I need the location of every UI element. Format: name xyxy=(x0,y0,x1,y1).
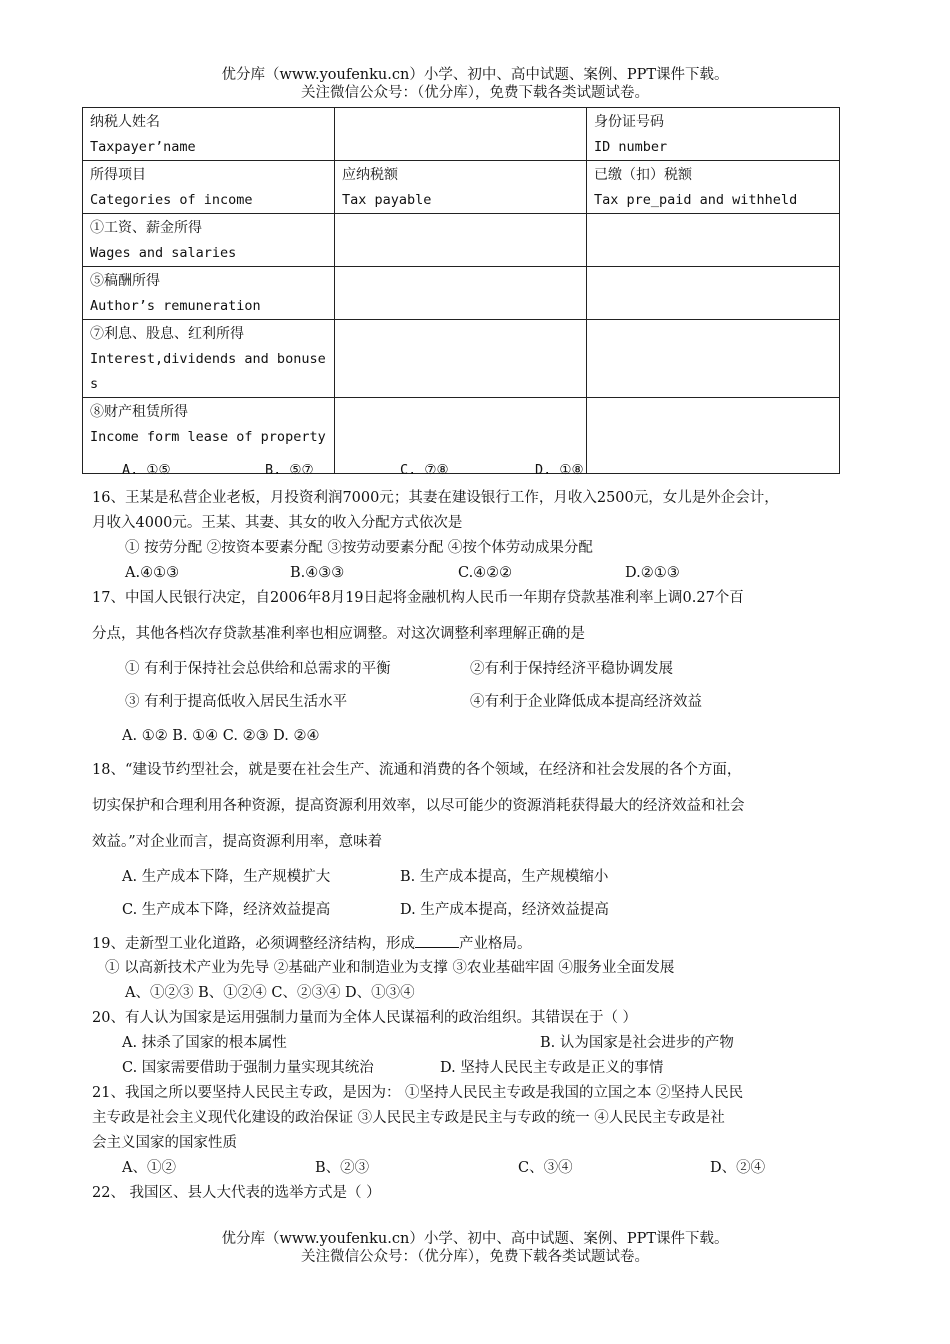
income-item-label: ⑦利息、股息、红利所得 xyxy=(90,326,244,342)
income-category-header-en: Categories of income xyxy=(90,192,253,208)
q16-options xyxy=(0,563,950,583)
q18-option-a: A. 生产成本下降，生产规模扩大 xyxy=(122,869,331,885)
table-cell xyxy=(335,214,587,267)
page-footer xyxy=(0,1230,950,1266)
tax-payable-header-en: Tax payable xyxy=(342,192,432,208)
table-cell xyxy=(587,320,840,398)
q17-statement-2: ②有利于保持经济平稳协调发展 xyxy=(470,661,673,677)
q19-line-1 xyxy=(92,933,531,954)
q17-line-1: 17、中国人民银行决定，自2006年8月19日起将金融机构人民币一年期存贷款基准利率上调0.27个百 xyxy=(92,590,744,606)
q17-statement-3: ③ 有利于提高低收入居民生活水平 xyxy=(125,694,348,710)
q16-line-2: 月收入4000元。王某、其妻、其女的收入分配方式依次是 xyxy=(92,515,463,531)
table-row xyxy=(83,267,840,320)
q15-options xyxy=(0,460,950,480)
header-line-1: 优分库（www.youfenku.cn）小学、初中、高中试题、案例、PPT课件下载。 xyxy=(221,67,729,83)
table-cell xyxy=(335,267,587,320)
table-cell xyxy=(83,161,335,214)
table-cell xyxy=(83,214,335,267)
q16-option-b: B.④③③ xyxy=(290,565,345,581)
q18-options-row-1 xyxy=(0,867,950,887)
q19-blank xyxy=(415,933,459,948)
q17-statement-4: ④有利于企业降低成本提高经济效益 xyxy=(470,694,702,710)
q16-line-1: 16、王某是私营企业老板，月投资利润7000元；其妻在建设银行工作，月收入2500元，女儿是外企会计， xyxy=(92,490,779,506)
q18-option-b: B. 生产成本提高，生产规模缩小 xyxy=(400,869,609,885)
q16-option-c: C.④②② xyxy=(458,565,513,581)
q18-option-d: D. 生产成本提高，经济效益提高 xyxy=(400,902,609,918)
q19-text-after-blank: 产业格局。 xyxy=(458,936,532,952)
table-cell xyxy=(83,320,335,398)
table-cell xyxy=(587,214,840,267)
tax-paid-header-en: Tax pre_paid and withheld xyxy=(594,192,798,208)
q17-statement-1: ① 有利于保持社会总供给和总需求的平衡 xyxy=(125,661,391,677)
income-item-label-en: Wages and salaries xyxy=(90,245,237,261)
q20-option-c: C. 国家需要借助于强制力量实现其统治 xyxy=(122,1060,374,1076)
q20-option-b: B. 认为国家是社会进步的产物 xyxy=(540,1035,734,1051)
q16-statements: ① 按劳分配 ②按资本要素分配 ③按劳动要素分配 ④按个体劳动成果分配 xyxy=(125,540,593,556)
income-item-label: ⑧财产租赁所得 xyxy=(90,404,188,420)
q20-line-1: 20、有人认为国家是运用强制力量而为全体人民谋福利的政治组织。其错误在于（ ） xyxy=(92,1010,638,1026)
table-cell xyxy=(587,108,840,161)
table-cell xyxy=(83,267,335,320)
q21-option-b: B、②③ xyxy=(315,1160,370,1176)
q19-text-before-blank: 19、走新型工业化道路，必须调整经济结构，形成 xyxy=(92,936,415,952)
taxpayer-name-value xyxy=(335,108,587,161)
income-item-label-en: Author’s remuneration xyxy=(90,298,261,314)
income-item-label-en: Income form lease of property xyxy=(90,429,326,445)
q15-option-b: B. ⑤⑦ xyxy=(265,462,314,478)
q20-options-row-1 xyxy=(0,1033,950,1053)
q21-option-c: C、③④ xyxy=(518,1160,573,1176)
table-cell xyxy=(83,108,335,161)
table-cell xyxy=(335,320,587,398)
page-header xyxy=(0,66,950,102)
income-item-label: ⑤稿酬所得 xyxy=(90,273,160,289)
q21-option-a: A、①② xyxy=(122,1160,176,1176)
q18-line-3: 效益。”对企业而言，提高资源利用率，意味着 xyxy=(92,834,383,850)
q17-statements-row-1 xyxy=(0,659,950,679)
q21-options xyxy=(0,1158,950,1178)
table-cell xyxy=(335,161,587,214)
q19-statements: ① 以高新技术产业为先导 ②基础产业和制造业为支撑 ③农业基础牢固 ④服务业全面发展 xyxy=(105,960,675,976)
q21-line-1: 21、我国之所以要坚持人民民主专政，是因为： ①坚持人民民主专政是我国的立国之本 ②坚持人民民 xyxy=(92,1085,744,1101)
q19-options: A、①②③ B、①②④ C、②③④ D、①③④ xyxy=(125,985,415,1001)
q18-option-c: C. 生产成本下降，经济效益提高 xyxy=(122,902,331,918)
q21-line-3: 会主义国家的国家性质 xyxy=(92,1135,237,1151)
q18-line-1: 18、“建设节约型社会，就是要在社会生产、流通和消费的各个领域，在经济和社会发展的各个方面， xyxy=(92,762,742,778)
q15-option-a: A. ①⑤ xyxy=(122,462,171,478)
q18-options-row-2 xyxy=(0,900,950,920)
q16-option-a: A.④①③ xyxy=(125,565,180,581)
income-item-label: ①工资、薪金所得 xyxy=(90,220,202,236)
table-row xyxy=(83,320,840,398)
q15-option-c: C. ⑦⑧ xyxy=(400,462,449,478)
q21-line-2: 主专政是社会主义现代化建设的政治保证 ③人民民主专政是民主与专政的统一 ④人民民主专政是社 xyxy=(92,1110,725,1126)
table-row xyxy=(83,161,840,214)
table-cell xyxy=(587,267,840,320)
q20-option-a: A. 抹杀了国家的根本属性 xyxy=(122,1035,287,1051)
table-row xyxy=(83,214,840,267)
q20-option-d: D. 坚持人民民主专政是正义的事情 xyxy=(440,1060,664,1076)
footer-line-1: 优分库（www.youfenku.cn）小学、初中、高中试题、案例、PPT课件下载。 xyxy=(221,1231,729,1247)
taxpayer-name-label: 纳税人姓名 xyxy=(90,114,160,130)
table-cell xyxy=(587,161,840,214)
footer-line-2: 关注微信公众号：（优分库），免费下载各类试题试卷。 xyxy=(301,1249,649,1265)
id-number-label: 身份证号码 xyxy=(594,114,664,130)
table-row xyxy=(83,108,840,161)
q17-line-2: 分点，其他各档次存贷款基准利率也相应调整。对这次调整利率理解正确的是 xyxy=(92,626,585,642)
q22-line-1: 22、 我国区、县人大代表的选举方式是（ ） xyxy=(92,1185,381,1201)
q16-option-d: D.②①③ xyxy=(625,565,680,581)
tax-form-table xyxy=(82,107,840,474)
q18-line-2: 切实保护和合理利用各种资源，提高资源利用效率，以尽可能少的资源消耗获得最大的经济效益和社会 xyxy=(92,798,745,814)
taxpayer-name-label-en: Taxpayer’name xyxy=(90,139,196,155)
id-number-label-en: ID number xyxy=(594,139,668,155)
q21-option-d: D、②④ xyxy=(710,1160,766,1176)
income-category-header: 所得项目 xyxy=(90,167,146,183)
q20-options-row-2 xyxy=(0,1058,950,1078)
q15-option-d: D. ①⑧ xyxy=(535,462,584,478)
income-item-label-en: Interest,dividends and bonuses xyxy=(90,351,326,392)
tax-paid-header: 已缴（扣）税额 xyxy=(594,167,692,183)
header-line-2: 关注微信公众号：（优分库），免费下载各类试题试卷。 xyxy=(301,85,649,101)
q17-statements-row-2 xyxy=(0,692,950,712)
tax-payable-header: 应纳税额 xyxy=(342,167,398,183)
q17-options: A. ①② B. ①④ C. ②③ D. ②④ xyxy=(122,728,320,744)
